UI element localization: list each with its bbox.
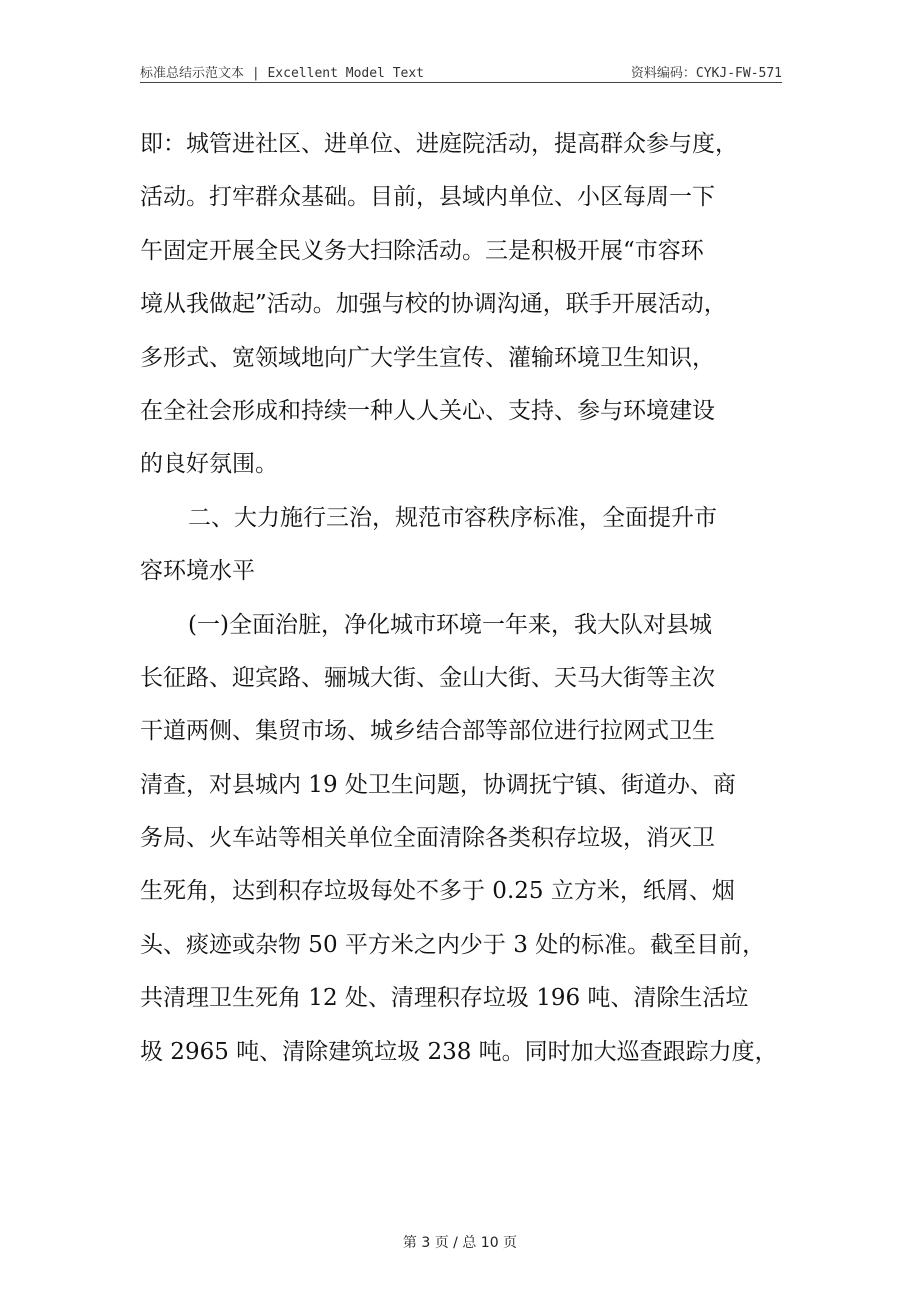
- text-line: 即：城管进社区、进单位、进庭院活动，提高群众参与度，: [140, 131, 738, 157]
- section-heading-line: 二、大力施行三治，规范市容秩序标准，全面提升市: [188, 504, 717, 531]
- text-line: (一)全面治脏，净化城市环境一年来，我大队对县城: [188, 611, 712, 638]
- text-line: 的良好氛围。: [140, 451, 278, 478]
- section-heading-line: 容环境水平: [140, 558, 255, 585]
- header-doc-code: 资料编码：CYKJ-FW-571: [630, 66, 782, 81]
- text-line: 在全社会形成和持续一种人人关心、支持、参与环境建设: [140, 397, 715, 424]
- text-line: 圾 2965 吨、清除建筑垃圾 238 吨。同时加大巡查跟踪力度，: [140, 1038, 778, 1065]
- text-line: 境从我做起”活动。加强与校的协调沟通，联手开展活动，: [140, 291, 727, 318]
- text-line: 共清理卫生死角 12 处、清理积存垃圾 196 吨、清除生活垃: [140, 985, 749, 1012]
- header-title: 标准总结示范文本 | Excellent Model Text: [140, 66, 425, 81]
- page-footer: [0, 1232, 920, 1252]
- text-line: 活动。打牢群众基础。目前，县域内单位、小区每周一下: [140, 184, 715, 211]
- document-body: [140, 122, 782, 1083]
- text-line: 清查，对县城内 19 处卫生问题，协调抚宁镇、街道办、商: [140, 771, 736, 798]
- text-line: 多形式、宽领域地向广大学生宣传、灌输环境卫生知识，: [140, 344, 715, 371]
- text-line: 长征路、迎宾路、骊城大街、金山大街、天马大街等主次: [140, 664, 715, 691]
- page-header: [140, 58, 782, 83]
- text-line: 务局、火车站等相关单位全面清除各类积存垃圾，消灭卫: [140, 825, 715, 852]
- text-line: 头、痰迹或杂物 50 平方米之内少于 3 处的标准。截至目前，: [140, 931, 766, 958]
- text-line: 干道两侧、集贸市场、城乡结合部等部位进行拉网式卫生: [140, 718, 715, 745]
- text-line: 午固定开展全民义务大扫除活动。三是积极开展“市容环: [140, 237, 704, 264]
- page-number: 第 3 页 / 总 10 页: [402, 1235, 518, 1251]
- text-line: 生死角，达到积存垃圾每处不多于 0.25 立方米，纸屑、烟: [140, 878, 735, 905]
